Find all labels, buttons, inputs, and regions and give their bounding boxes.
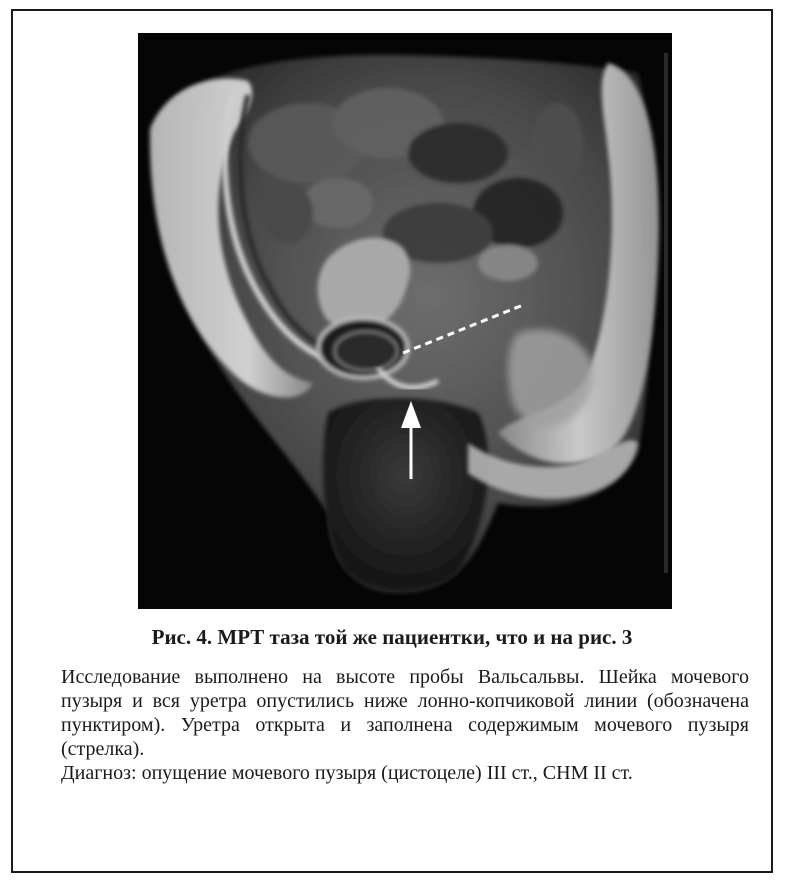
mri-image	[138, 33, 672, 609]
figure-description	[61, 665, 749, 785]
mri-scan-illustration	[138, 33, 672, 609]
description-paragraph: Исследование выполнено на высоте пробы Вальсальвы. Шейка мочевого пузыря и вся уретра опустились ниже лонно-копчиковой линии (обозначена пунктиром). Уретра открыта и заполнена содержимым мочевого пузыря (стрелка).	[61, 666, 749, 760]
figure-caption: Рис. 4. МРТ таза той же пациентки, что и на рис. 3	[151, 625, 633, 649]
figure-frame	[11, 9, 773, 873]
diagnosis-paragraph: Диагноз: опущение мочевого пузыря (цистоцеле) III ст., СНМ II ст.	[61, 762, 633, 784]
